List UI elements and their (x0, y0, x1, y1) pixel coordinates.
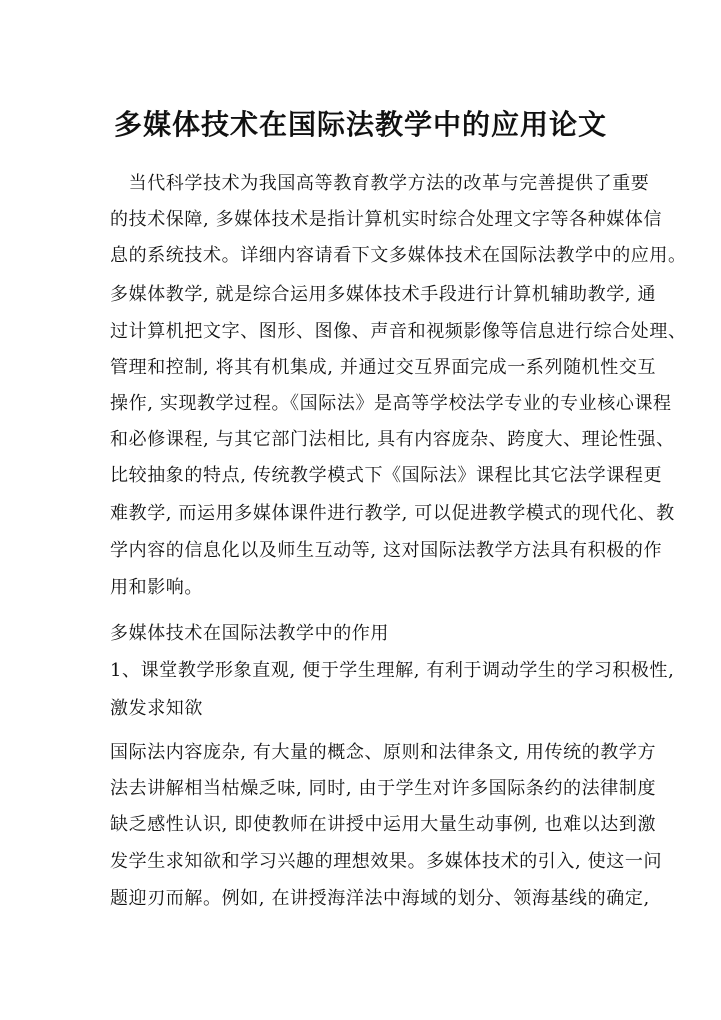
paragraph-line: 发学生求知欲和学习兴趣的理想效果。多媒体技术的引入, 使这一问 (110, 851, 663, 872)
paragraph-line: 当代科学技术为我国高等教育教学方法的改革与完善提供了重要 (110, 173, 650, 194)
paragraph-line: 用和影响。 (110, 577, 203, 598)
paragraph-line: 息的系统技术。详细内容请看下文多媒体技术在国际法教学中的应用。 (110, 245, 687, 266)
paragraph-line: 缺乏感性认识, 即使教师在讲授中运用大量生动事例, 也难以达到激 (110, 814, 657, 835)
paragraph-line: 和必修课程, 与其它部门法相比, 具有内容庞杂、跨度大、理论性强、 (110, 429, 675, 450)
paragraph-line: 的技术保障, 多媒体技术是指计算机实时综合处理文字等各种媒体信 (110, 209, 663, 230)
paragraph-line: 过计算机把文字、图形、图像、声音和视频影像等信息进行综合处理、 (110, 321, 687, 342)
paragraph-line: 1、课堂教学形象直观, 便于学生理解, 有利于调动学生的学习积极性, (110, 660, 675, 681)
paragraph-line: 激发求知欲 (110, 698, 203, 719)
paragraph-line: 法去讲解相当枯燥乏味, 同时, 由于学生对许多国际条约的法律制度 (110, 778, 657, 799)
paragraph-line: 多媒体教学, 就是综合运用多媒体技术手段进行计算机辅助教学, 通 (110, 284, 657, 305)
paragraph-line: 国际法内容庞杂, 有大量的概念、原则和法律条文, 用传统的教学方 (110, 742, 657, 763)
paragraph-line: 操作, 实现教学过程。《国际法》是高等学校法学专业的专业核心课程 (110, 393, 672, 414)
paragraph-line: 比较抽象的特点, 传统教学模式下《国际法》课程比其它法学课程更 (110, 465, 663, 486)
document-title: 多媒体技术在国际法教学中的应用论文 (113, 107, 607, 141)
paragraph-line: 多媒体技术在国际法教学中的作用 (110, 623, 389, 644)
paragraph-line: 管理和控制, 将其有机集成, 并通过交互界面完成一系列随机性交互 (110, 357, 657, 378)
paragraph-line: 题迎刃而解。例如, 在讲授海洋法中海域的划分、领海基线的确定, (110, 888, 650, 909)
paragraph-line: 学内容的信息化以及师生互动等, 这对国际法教学方法具有积极的作 (110, 540, 663, 561)
paragraph-line: 难教学, 而运用多媒体课件进行教学, 可以促进教学模式的现代化、教 (110, 503, 675, 524)
